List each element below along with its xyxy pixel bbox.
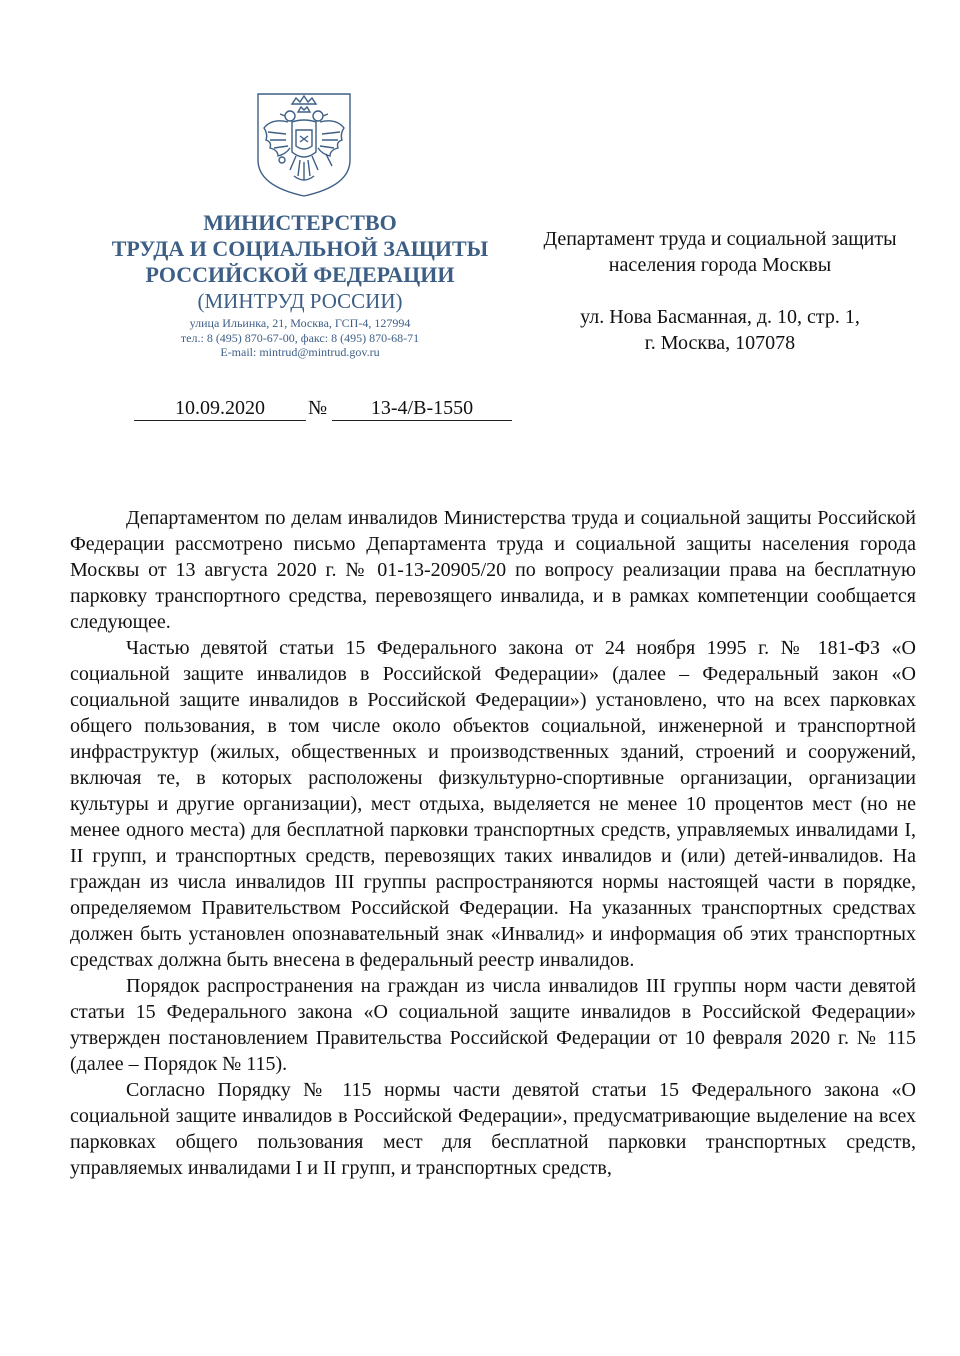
recipient-block [515, 226, 925, 356]
ministry-contacts [110, 316, 490, 360]
paragraph-4: Согласно Порядку № 115 нормы части девятой статьи 15 Федерального закона «О социальной защите инвалидов в Российской Федерации», предусматривающие выделение на всех парковках общего пользования мест для бесплатной парковки транспортных средств, управляемых инвалидами I и II групп, и транспортных средств, [70, 1079, 916, 1179]
registration-number: 13-4/В-1550 [332, 396, 512, 421]
ministry-line-2: ТРУДА И СОЦИАЛЬНОЙ ЗАЩИТЫ [111, 236, 489, 261]
recipient-address-line-2: г. Москва, 107078 [644, 332, 796, 354]
ministry-phone: тел.: 8 (495) 870-67-00, факс: 8 (495) 870-68-71 [180, 330, 420, 345]
recipient-address-line-1: ул. Нова Басманная, д. 10, стр. 1, [580, 306, 860, 328]
number-sign: № [308, 397, 328, 419]
ministry-line-1: МИНИСТЕРСТВО [203, 210, 397, 235]
coat-of-arms-emblem [252, 90, 356, 198]
ministry-short-name: (МИНТРУД РОССИИ) [197, 289, 403, 313]
registration-line [134, 396, 514, 422]
ministry-address: улица Ильинка, 21, Москва, ГСП-4, 127994 [189, 316, 411, 330]
registration-date: 10.09.2020 [134, 396, 306, 421]
ministry-line-3: РОССИЙСКОЙ ФЕДЕРАЦИИ [145, 262, 455, 287]
ministry-name [90, 210, 510, 314]
recipient-line-1: Департамент труда и социальной защиты [543, 228, 897, 250]
paragraph-2: Частью девятой статьи 15 Федерального закона от 24 ноября 1995 г. № 181-ФЗ «О социальной защите инвалидов в Российской Федерации» (далее – Федеральный закон «О социальной защите инвалидов в Российской Федерации») установлено, что на всех парковках общего пользования, в том числе около объектов социальной, инженерной и транспортной инфраструктур (жилых, общественных и производственных зданий, строений и сооружений, включая те, в которых расположены физкультурно-спортивные организации, организации культуры и другие организации), мест отдыха, выделяется не менее 10 процентов мест (но не менее одного места) для бесплатной парковки транспортных средств, управляемых инвалидами I, II групп, и транспортных средств, перевозящих таких инвалидов и (или) детей-инвалидов. На граждан из числа инвалидов III группы распространяются нормы настоящей части в порядке, определяемом Правительством Российской Федерации. На указанных транспортных средствах должен быть установлен опознавательный знак «Инвалид» и информация об этих транспортных средствах должна быть внесена в федеральный реестр инвалидов. [70, 637, 916, 971]
letter-body [70, 505, 916, 1181]
recipient-line-2: населения города Москвы [608, 254, 832, 276]
ministry-email: E-mail: mintrud@mintrud.gov.ru [220, 345, 380, 359]
paragraph-1: Департаментом по делам инвалидов Министерства труда и социальной защиты Российской Федерации рассмотрено письмо Департамента труда и социальной защиты населения города Москвы от 13 августа 2020 г. № 01-13-20905/20 по вопросу реализации права на бесплатную парковку транспортного средства, перевозящего инвалида, и в рамках компетенции сообщается следующее. [70, 507, 916, 633]
paragraph-3: Порядок распространения на граждан из числа инвалидов III группы норм части девятой статьи 15 Федерального закона «О социальной защите инвалидов в Российской Федерации» утвержден постановлением Правительства Российской Федерации от 10 февраля 2020 г. № 115 (далее – Порядок № 115). [70, 975, 916, 1075]
